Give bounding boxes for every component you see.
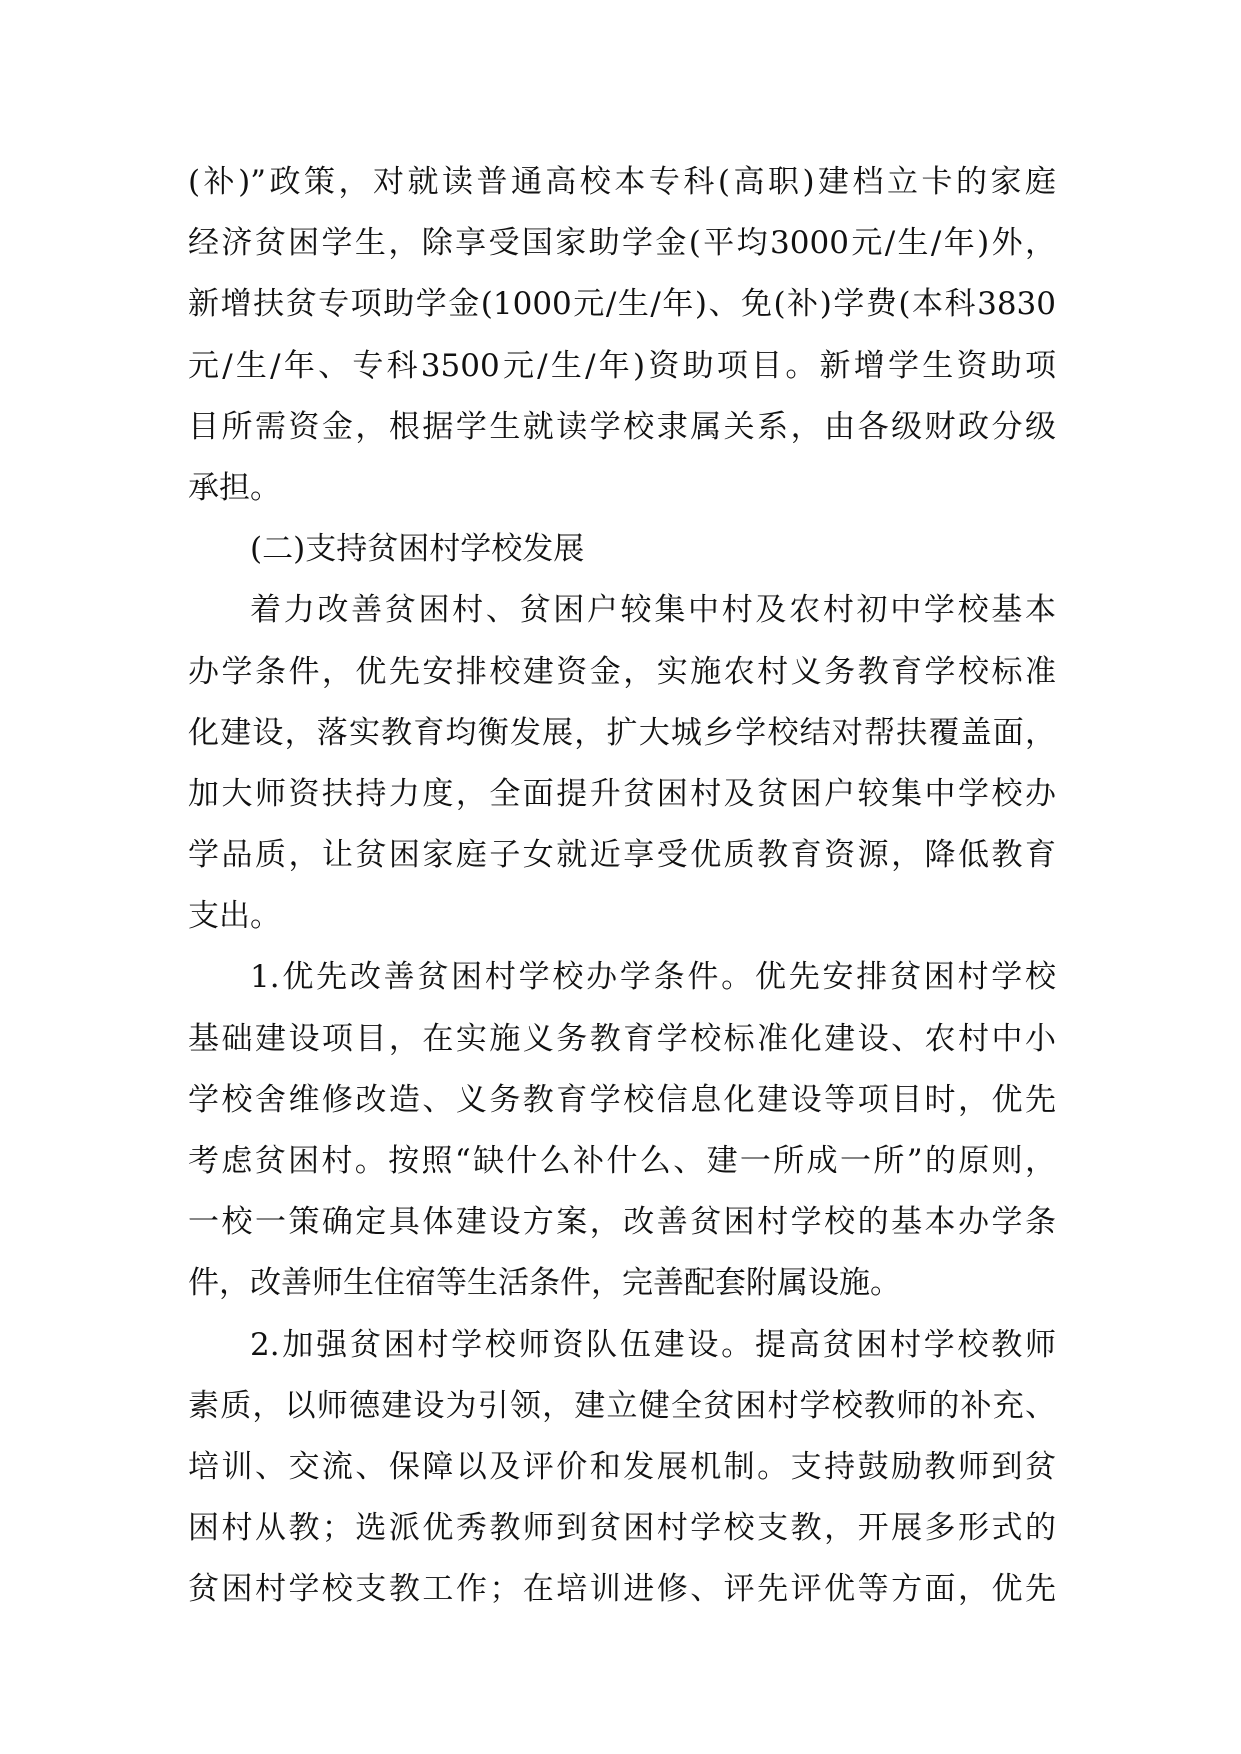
text-line: 经济贫困学生，除享受国家助学金(平均3000元/生/年)外， (188, 225, 1056, 262)
text-line: 贫困村学校支教工作；在培训进修、评先评优等方面，优先 (188, 1571, 1056, 1608)
text-line: 目所需资金，根据学生就读学校隶属关系，由各级财政分级 (188, 408, 1056, 445)
text-line: 基础建设项目，在实施义务教育学校标准化建设、农村中小 (188, 1020, 1056, 1057)
text-line: 件，改善师生住宿等生活条件，完善配套附属设施。 (188, 1265, 901, 1302)
text-line: 承担。 (188, 469, 281, 506)
text-line: (补)”政策，对就读普通高校本专科(高职)建档立卡的家庭 (188, 164, 1056, 200)
text-line: 学校舍维修改造、义务教育学校信息化建设等项目时，优先 (188, 1081, 1056, 1118)
text-line: 考虑贫困村。按照“缺什么补什么、建一所成一所”的原则， (188, 1143, 1056, 1179)
text-line: 学品质，让贫困家庭子女就近享受优质教育资源，降低教育 (188, 837, 1056, 874)
text-line: 1.优先改善贫困村学校办学条件。优先安排贫困村学校 (250, 959, 1056, 996)
text-line: 一校一策确定具体建设方案，改善贫困村学校的基本办学条 (188, 1204, 1056, 1241)
text-line: 新增扶贫专项助学金(1000元/生/年)、免(补)学费(本科3830 (188, 286, 1056, 323)
text-line: 困村从教；选派优秀教师到贫困村学校支教，开展多形式的 (188, 1510, 1056, 1547)
text-line: 素质，以师德建设为引领，建立健全贫困村学校教师的补充、 (188, 1387, 1056, 1424)
text-line: 办学条件，优先安排校建资金，实施农村义务教育学校标准 (188, 653, 1056, 690)
text-line: 培训、交流、保障以及评价和发展机制。支持鼓励教师到贫 (188, 1448, 1056, 1485)
section-heading: (二)支持贫困村学校发展 (250, 531, 585, 568)
text-line: 化建设，落实教育均衡发展，扩大城乡学校结对帮扶覆盖面， (188, 714, 1056, 751)
text-line: 支出。 (188, 898, 281, 935)
text-line: 2.加强贫困村学校师资队伍建设。提高贫困村学校教师 (250, 1326, 1056, 1363)
text-line: 着力改善贫困村、贫困户较集中村及农村初中学校基本 (250, 592, 1056, 629)
document-body (188, 152, 1056, 1621)
text-line: 元/生/年、专科3500元/生/年)资助项目。新增学生资助项 (188, 347, 1056, 384)
text-line: 加大师资扶持力度，全面提升贫困村及贫困户较集中学校办 (188, 775, 1056, 812)
